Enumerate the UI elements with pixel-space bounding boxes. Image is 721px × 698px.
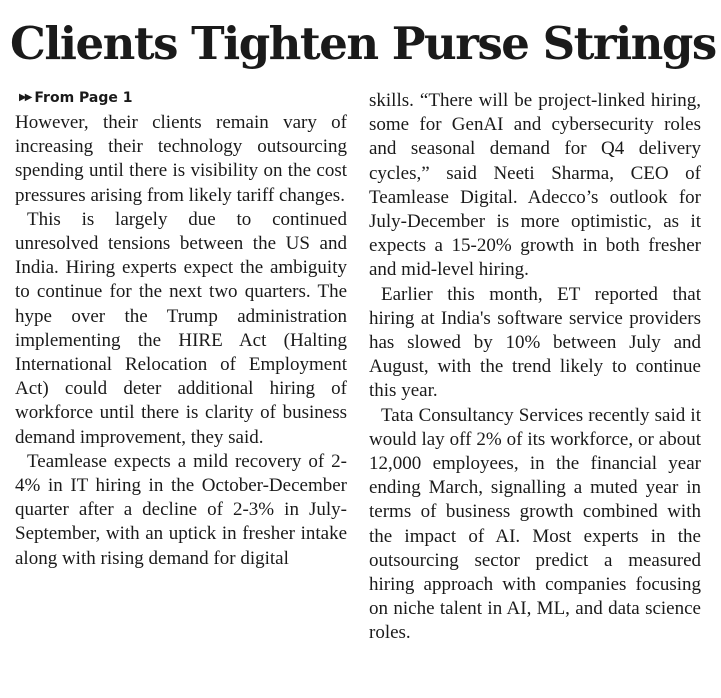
paragraph: skills. “There will be project-linked hiring, some for GenAI and cybersecurity roles and seasonal demand for Q4 delivery cycles,” said Neeti Sharma, CEO of Teamlease Digital. Adecco’s outlook for July-December is more optimistic, as it expects a 15-20% growth in both fresher and mid-level hiring.: [369, 90, 701, 281]
paragraph: Tata Consultancy Services recently said it would lay off 2% of its workforce, or about 12,000 employees, in the financial year ending March, signalling a muted year in terms of business growth combined with the impact of AI. Most experts in the outsourcing sector predict a measured hiring approach with companies focusing on niche talent in AI, ML, and data science roles.: [369, 404, 701, 644]
continuation-label: From Page 1: [34, 90, 133, 106]
double-arrow-right-icon: ▶▶: [19, 92, 31, 103]
paragraph: Earlier this month, ET reported that hiring at India's software service providers has slowed by 10% between July and August, with the trend likely to continue this year.: [369, 283, 701, 402]
paragraph: Teamlease expects a mild recovery of 2-4% in IT hiring in the October-December quarter after a decline of 2-3% in July-September, with an uptick in fresher intake along with rising demand for digital: [15, 450, 347, 569]
headline: Clients Tighten Purse Strings: [10, 17, 716, 70]
paragraph: This is largely due to continued unresolved tensions between the US and India. Hiring experts expect the ambiguity to continue for the next two quarters. The hype over the Trump administration implementing the HIRE Act (Halting International Relocation of Employment Act) could deter additional hiring of workforce until there is clarity of business demand improvement, they said.: [15, 208, 347, 448]
left-column: [15, 90, 347, 571]
continuation-marker: [19, 87, 133, 109]
right-column: [369, 89, 701, 646]
paragraph: However, their clients remain vary of increasing their technology outsourcing spending until there is visibility on the cost pressures arising from likely tariff changes.: [15, 112, 347, 206]
